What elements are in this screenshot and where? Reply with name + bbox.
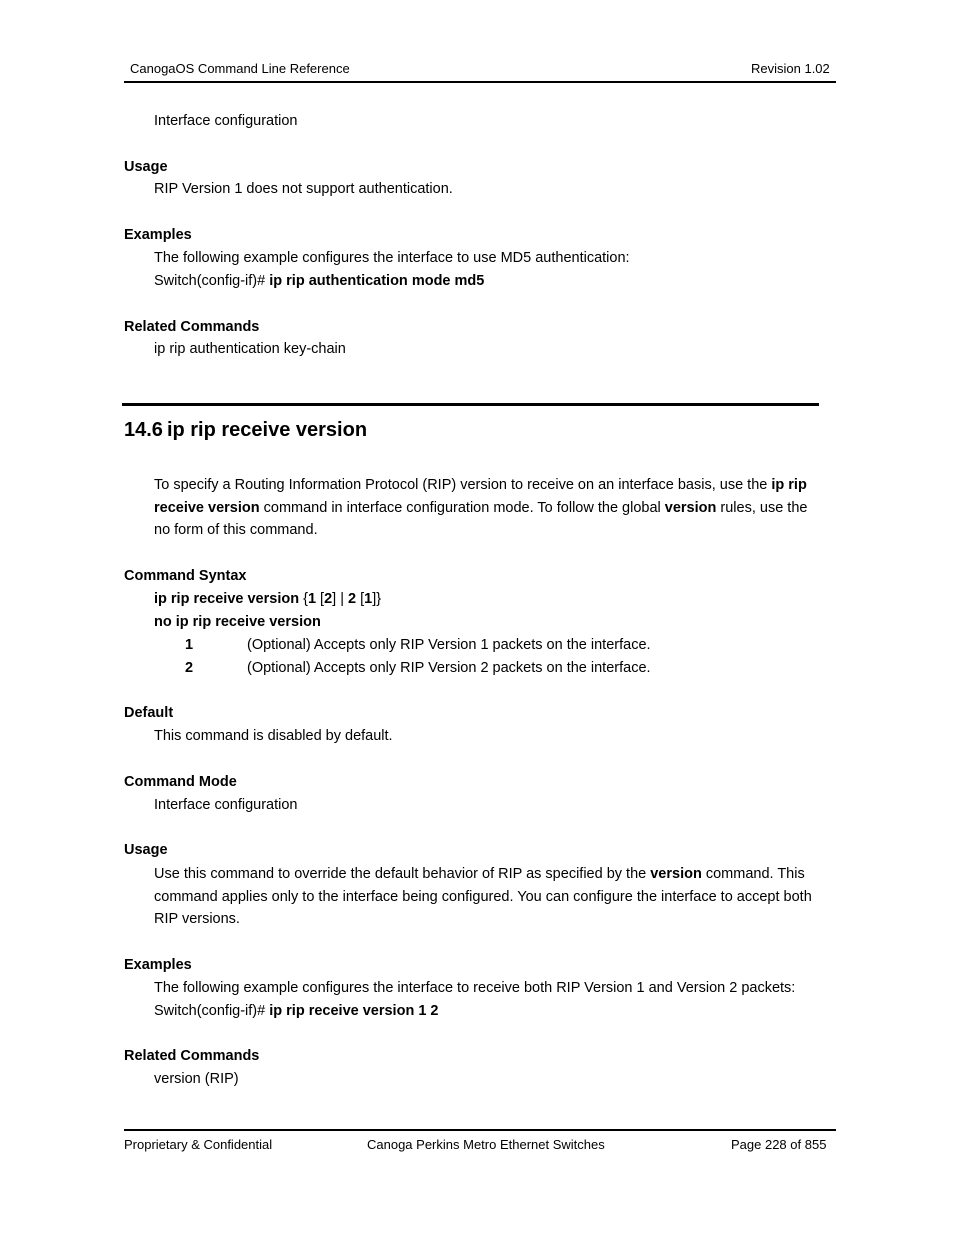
prev-usage-text: RIP Version 1 does not support authentication. <box>154 181 453 197</box>
intro-text-2: command in interface configuration mode. To follow the global <box>259 499 665 516</box>
usage-paragraph <box>154 863 822 931</box>
footer-confidential: Proprietary & Confidential <box>124 1137 273 1152</box>
intro-bold-command: ip rip receive version <box>154 477 807 516</box>
header-doc-title: CanogaOS Command Line Reference <box>130 61 350 76</box>
header-divider <box>124 81 836 83</box>
prev-example-line <box>154 273 484 289</box>
mode-text: Interface configuration <box>154 797 298 813</box>
default-text: This command is disabled by default. <box>154 728 393 744</box>
syntax-brace-open: { <box>299 591 308 607</box>
intro-text-3: rules, use the no form of this command. <box>154 499 808 538</box>
prev-related-text: ip rip authentication key-chain <box>154 341 346 357</box>
prev-examples-text: The following example configures the interface to use MD5 authentication: <box>154 250 630 266</box>
usage-text-2: command. This command applies only to the interface being configured. You can configure the interface to accept both RIP versions. <box>154 866 812 927</box>
option-number: 1 <box>185 637 194 653</box>
mode-heading: Command Mode <box>124 774 237 790</box>
section-number: 14.6 <box>124 419 163 441</box>
usage-heading: Usage <box>124 842 168 858</box>
prev-usage-heading: Usage <box>124 159 168 175</box>
examples-heading: Examples <box>124 957 192 973</box>
header-revision: Revision 1.02 <box>751 61 830 76</box>
footer-divider <box>124 1129 836 1131</box>
syntax-arg-3: 2 <box>348 591 357 607</box>
section-title-text: ip rip receive version <box>166 419 368 441</box>
example-prompt: Switch(config-if)# <box>154 1003 270 1019</box>
usage-text-1: Use this command to override the default behavior of RIP as specified by the <box>154 866 651 882</box>
example-command: ip rip receive version 1 2 <box>269 1003 439 1019</box>
usage-bold-version: version <box>650 866 702 882</box>
syntax-arg-2: 2 <box>324 591 333 607</box>
section-title <box>124 419 367 442</box>
option-description: (Optional) Accepts only RIP Version 2 packets on the interface. <box>247 660 651 676</box>
syntax-line-1 <box>154 591 381 607</box>
footer-company: Canoga Perkins Metro Ethernet Switches <box>367 1137 605 1152</box>
syntax-arg-1: 1 <box>307 591 317 607</box>
syntax-arg-4: 1 <box>364 591 373 607</box>
syntax-separator: ] | <box>332 591 349 607</box>
footer-page-number: Page 228 of 855 <box>731 1137 827 1152</box>
prev-mode-text: Interface configuration <box>154 113 298 129</box>
syntax-bracket-open-2: [ <box>356 591 365 607</box>
prev-example-command: ip rip authentication mode md5 <box>269 273 485 289</box>
prev-example-prompt: Switch(config-if)# <box>154 273 270 289</box>
example-line <box>154 1003 439 1019</box>
section-divider <box>122 403 819 406</box>
syntax-brace-close: ]} <box>372 591 382 607</box>
related-heading: Related Commands <box>124 1048 260 1064</box>
prev-related-heading: Related Commands <box>124 319 260 335</box>
default-heading: Default <box>124 705 174 721</box>
intro-bold-version: version <box>664 499 717 516</box>
syntax-command: ip rip receive version <box>154 591 300 607</box>
section-intro-paragraph <box>154 474 822 542</box>
option-description: (Optional) Accepts only RIP Version 1 packets on the interface. <box>247 637 651 653</box>
syntax-line-2 <box>154 614 321 630</box>
related-text: version (RIP) <box>154 1071 239 1087</box>
intro-text-1: To specify a Routing Information Protocol (RIP) version to receive on an interface basis, use the <box>154 477 772 493</box>
option-number: 2 <box>185 660 194 676</box>
syntax-no-form: no ip rip receive version <box>154 614 321 630</box>
syntax-bracket-open-1: [ <box>316 591 325 607</box>
syntax-heading: Command Syntax <box>124 568 247 584</box>
prev-examples-heading: Examples <box>124 227 192 243</box>
examples-text: The following example configures the interface to receive both RIP Version 1 and Version 2 packets: <box>154 980 796 996</box>
